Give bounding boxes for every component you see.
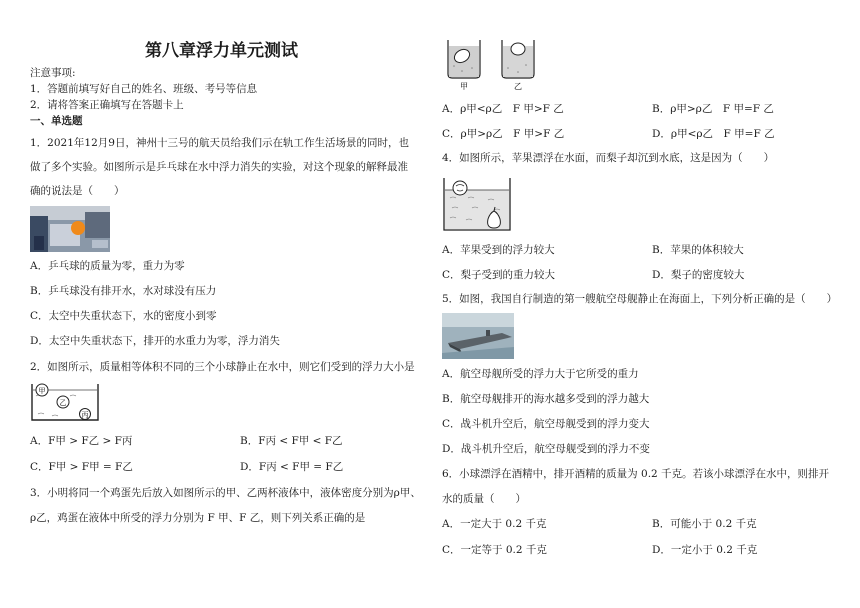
section-heading: 一、单选题 (30, 115, 83, 127)
q1-line-3: 确的说法是（ ） (30, 185, 125, 197)
q3-line-1: 3．小明将同一个鸡蛋先后放入如图所示的甲、乙两杯液体中，液体密度分别为ρ甲、 (30, 487, 421, 499)
q1-line-2: 做了多个实验。如图所示是乒乓球在水中浮力消失的实验，对这个现象的解释最准 (30, 161, 408, 173)
q2-ball-label-yi: 乙 (59, 399, 67, 407)
q3-option-a: A．ρ甲<ρ乙 F 甲>F 乙 (442, 103, 564, 115)
q3-option-d: D．ρ甲<ρ乙 F 甲=F 乙 (652, 128, 775, 140)
q5-text: 5．如图，我国自行制造的第一艘航空母舰静止在海面上，下列分析正确的是（ ） (442, 293, 838, 305)
q6-option-a: A．一定大于 0.2 千克 (442, 518, 547, 530)
q3-cup-label-jia: 甲 (460, 82, 468, 91)
q5-option-c: C．战斗机升空后，航空母舰受到的浮力变大 (442, 418, 650, 430)
q3-cups-diagram (442, 38, 542, 92)
q3-line-2: ρ乙，鸡蛋在液体中所受的浮力分别为 F 甲、F 乙，则下列关系正确的是 (30, 512, 366, 524)
q1-space-photo (30, 206, 110, 252)
q4-option-d: D．梨子的密度较大 (652, 269, 745, 281)
q3-option-b: B．ρ甲>ρ乙 F 甲=F 乙 (652, 103, 774, 115)
q1-option-c: C．太空中失重状态下，水的密度小到零 (30, 310, 217, 322)
q3-cup-label-yi: 乙 (514, 82, 522, 91)
q4-option-c: C．梨子受到的重力较大 (442, 269, 556, 281)
q5-carrier-photo (442, 313, 514, 359)
q1-option-a: A．乒乓球的质量为零，重力为零 (30, 260, 185, 272)
q1-line-1: 1．2021年12月9日，神州十三号的航天员给我们示在轨工作生活场景的同时，也 (30, 137, 409, 149)
notice-item-2: 2．请将答案正确填写在答题卡上 (30, 99, 184, 111)
q1-option-d: D．太空中失重状态下，排开的水重力为零，浮力消失 (30, 335, 280, 347)
q6-option-b: B．可能小于 0.2 千克 (652, 518, 757, 530)
q4-text: 4．如图所示，苹果漂浮在水面，而梨子却沉到水底，这是因为（ ） (442, 152, 775, 164)
notice-item-1: 1．答题前填写好自己的姓名、班级、考号等信息 (30, 83, 258, 95)
q2-text: 2．如图所示，质量相等体积不同的三个小球静止在水中，则它们受到的浮力大小是 (30, 361, 415, 373)
q2-ball-label-jia: 甲 (38, 387, 46, 395)
q3-option-c: C．ρ甲>ρ乙 F 甲>F 乙 (442, 128, 565, 140)
q2-balls-diagram (30, 382, 100, 422)
q5-option-a: A．航空母舰所受的浮力大于它所受的重力 (442, 368, 639, 380)
q1-option-b: B．乒乓球没有排开水，水对球没有压力 (30, 285, 217, 297)
q2-option-d: D．F丙 < F甲 = F乙 (240, 461, 344, 473)
q2-option-c: C．F甲 > F甲 = F乙 (30, 461, 133, 473)
q2-option-b: B．F丙 < F甲 < F乙 (240, 435, 343, 447)
q6-line-1: 6．小球漂浮在酒精中，排开酒精的质量为 0.2 千克。若该小球漂浮在水中，则排开 (442, 468, 830, 480)
q5-option-b: B．航空母舰排开的海水越多受到的浮力越大 (442, 393, 650, 405)
q6-option-d: D．一定小于 0.2 千克 (652, 544, 758, 556)
q6-option-c: C．一定等于 0.2 千克 (442, 544, 547, 556)
q4-option-b: B．苹果的体积较大 (652, 244, 744, 256)
page-title: 第八章浮力单元测试 (145, 41, 298, 61)
q5-option-d: D．战斗机升空后，航空母舰受到的浮力不变 (442, 443, 650, 455)
q4-apple-pear-diagram (442, 176, 512, 232)
q4-option-a: A．苹果受到的浮力较大 (442, 244, 555, 256)
q2-option-a: A．F甲 > F乙 > F丙 (30, 435, 133, 447)
notice-heading: 注意事项: (30, 67, 76, 79)
q6-line-2: 水的质量（ ） (442, 493, 526, 505)
q2-ball-label-bing: 丙 (81, 411, 89, 419)
